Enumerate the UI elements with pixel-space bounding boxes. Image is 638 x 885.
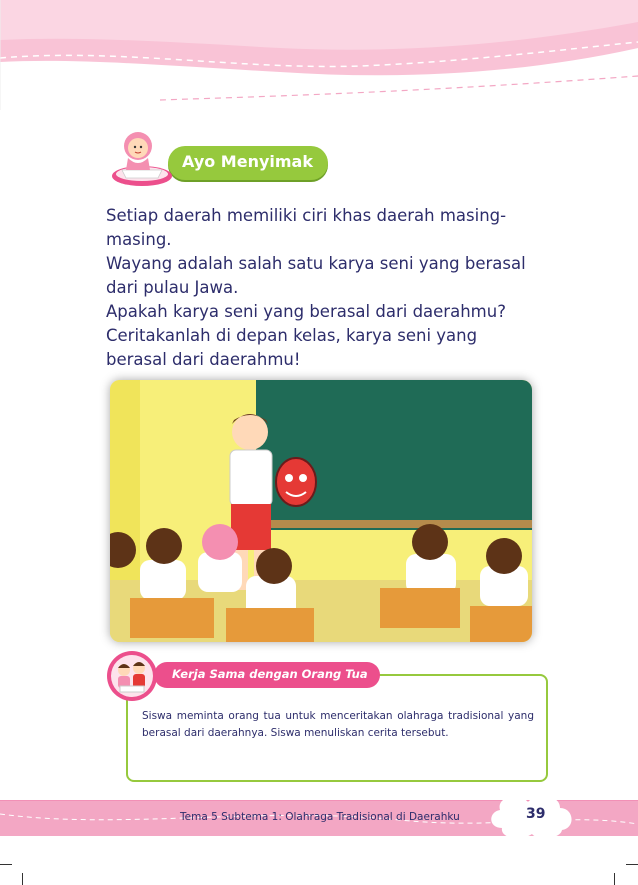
paragraph: Ceritakanlah di depan kelas, karya seni yang berasal dari daerahmu!	[106, 326, 478, 369]
page-number: 39	[526, 806, 546, 822]
paragraph: Apakah karya seni yang berasal dari daerahmu?	[106, 302, 506, 321]
header-decoration	[0, 0, 638, 110]
classroom-illustration	[110, 380, 532, 642]
crop-mark	[614, 873, 615, 885]
footer-theme-text: Tema 5 Subtema 1: Olahraga Tradisional di Daerahku	[180, 811, 460, 823]
classroom-scene	[110, 380, 532, 642]
section-title-pill	[168, 146, 328, 180]
collaboration-text: Siswa meminta orang tua untuk menceritakan olahraga tradisional yang berasal dari daerahnya. Siswa menuliskan cerita tersebut.	[142, 710, 534, 739]
crop-mark	[0, 864, 12, 865]
collaboration-section	[106, 646, 550, 782]
family-icon	[106, 650, 158, 702]
crop-mark	[22, 873, 23, 885]
body-text	[106, 204, 536, 372]
girl-reading-icon	[108, 124, 176, 188]
section-title: Ayo Menyimak	[182, 152, 313, 171]
crop-mark	[626, 864, 638, 865]
collaboration-title: Kerja Sama dengan Orang Tua	[172, 667, 368, 681]
paragraph: Wayang adalah salah satu karya seni yang berasal dari pulau Jawa.	[106, 254, 526, 297]
paragraph: Setiap daerah memiliki ciri khas daerah masing-masing.	[106, 206, 507, 249]
collaboration-title-pill	[154, 662, 380, 688]
section-header	[108, 124, 330, 188]
